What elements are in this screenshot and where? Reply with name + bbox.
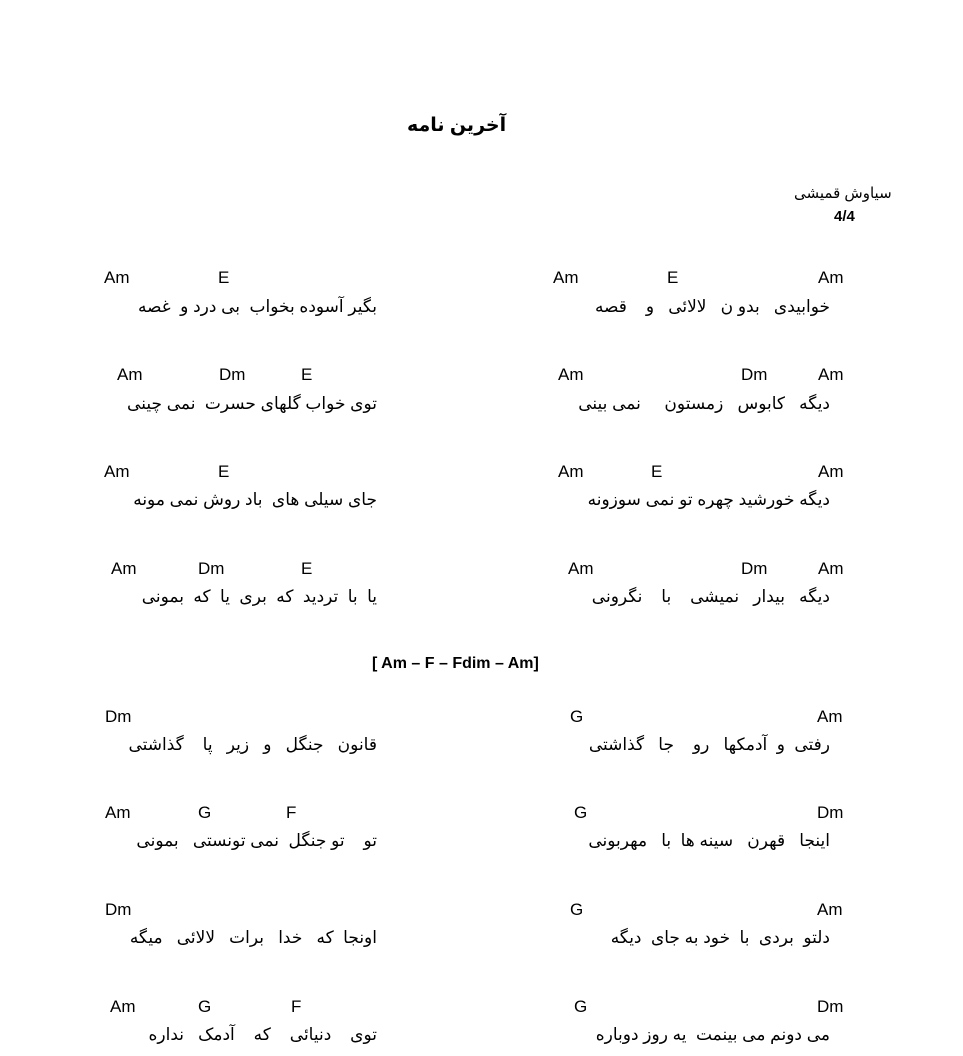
chord-label: E [301,559,313,578]
song-title: آخرین نامه [407,115,507,136]
chord-label: Dm [817,997,844,1016]
chord-label: G [198,997,212,1016]
chord-label: Dm [741,365,768,384]
chord-label: Dm [105,707,132,726]
chord-label: E [218,462,230,481]
chord-label: E [667,268,679,287]
lyric-line: دیگه کابوس زمستون نمی بینی [578,394,830,413]
chord-label: G [570,707,584,726]
lyric-line: دلتو بردی با خود به جای دیگه [610,928,830,947]
chord-label: E [651,462,663,481]
chord-label: Am [558,462,584,481]
chord-label: Dm [198,559,225,578]
lyric-line: یا با تردید که بری یا که بمونی [141,587,377,606]
chord-label: Dm [219,365,246,384]
chord-label: Dm [817,803,844,822]
chord-label: Am [110,997,136,1016]
chord-label: Am [818,365,844,384]
chord-label: G [574,997,588,1016]
chord-label: E [301,365,313,384]
artist-name: سیاوش قمیشی [794,185,892,202]
lyric-line: اونجا که خدا برات لالائی میگه [129,928,377,947]
lyric-line: جای سیلی های باد روش نمی مونه [133,490,377,509]
chord-label: Am [818,268,844,287]
lyric-line: می دونم می بینمت یه روز دوباره [595,1025,830,1044]
chord-label: F [291,997,302,1016]
lyric-line: قانون جنگل و زیر پا گذاشتی [128,735,377,754]
lyric-line: توی خواب گلهای حسرت نمی چینی [127,394,377,413]
interlude-progression: [ Am – F – Fdim – Am] [372,655,539,672]
chord-label: Dm [741,559,768,578]
lyric-line: رفتی و آدمکها رو جا گذاشتی [588,735,830,754]
lyric-line: توی دنیائی که آدمک نداره [148,1025,377,1044]
chord-label: Am [104,268,130,287]
chord-label: Am [817,707,843,726]
lyric-line: دیگه خورشید چهره تو نمی سوزونه [587,490,830,509]
chord-label: E [218,268,230,287]
chord-label: Am [104,462,130,481]
chord-label: G [198,803,212,822]
chord-label: Am [818,462,844,481]
chord-label: Am [568,559,594,578]
lyric-line: دیگه بیدار نمیشی با نگرونی [591,587,830,606]
time-signature: 4/4 [834,208,855,225]
chord-label: Am [553,268,579,287]
chord-label: F [286,803,297,822]
chord-label: Am [105,803,131,822]
chord-label: G [574,803,588,822]
chord-label: Am [111,559,137,578]
chord-label: Dm [105,900,132,919]
chord-label: Am [818,559,844,578]
lyric-line: تو تو جنگل نمی تونستی بمونی [136,831,377,850]
chord-label: Am [558,365,584,384]
chord-label: G [570,900,584,919]
chord-label: Am [817,900,843,919]
chord-label: Am [117,365,143,384]
lyric-line: خوابیدی بدو ن لالائی و قصه [594,297,830,316]
lyric-line: اینجا قهرن سینه ها با مهربونی [588,831,830,850]
lyric-line: بگیر آسوده بخواب بی درد و غصه [137,297,377,316]
